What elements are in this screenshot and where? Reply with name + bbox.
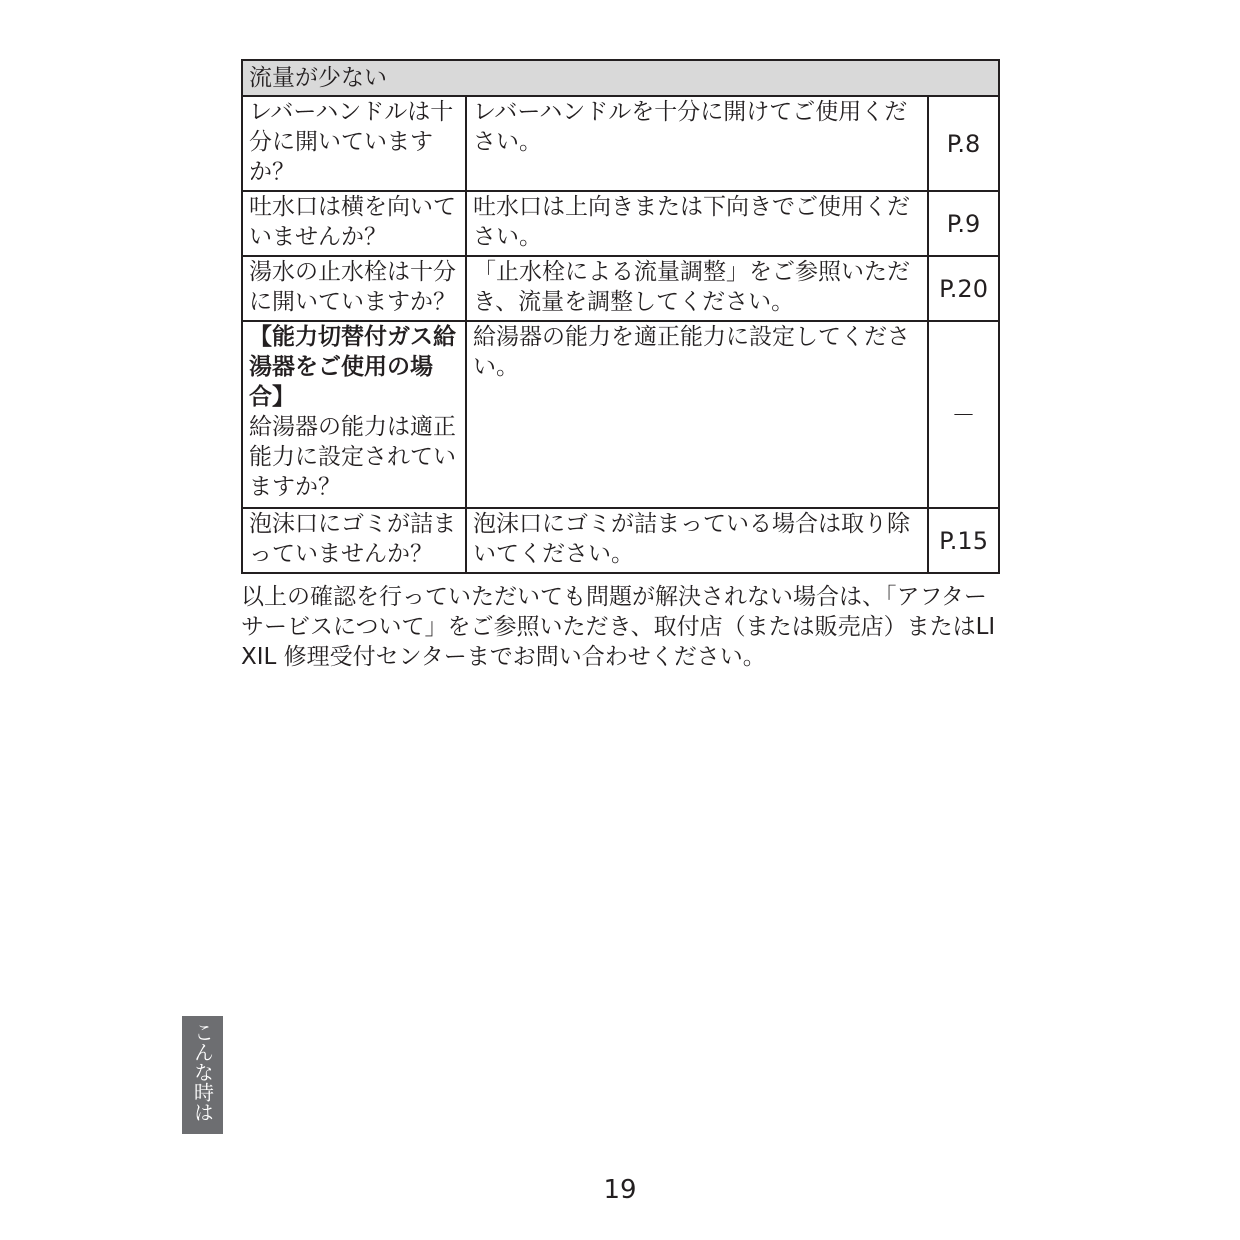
action-cell: 泡沫口にゴミが詰まっている場合は取り除いてください。 [466,508,928,573]
table-row [242,508,999,573]
page-reference: P.15 [928,508,999,573]
table-row [242,191,999,256]
page-reference: － [928,321,999,508]
section-side-tab: こんな時は [182,1016,223,1134]
check-text: 給湯器の能力は適正能力に設定されていますか？ [249,414,456,500]
action-cell: 給湯器の能力を適正能力に設定してください。 [466,321,928,508]
troubleshooting-table [241,59,1000,574]
check-cell: レバーハンドルは十分に開いていますか？ [242,96,466,191]
check-cell: 吐水口は横を向いていませんか？ [242,191,466,256]
contact-note: 以上の確認を行っていただいても問題が解決されない場合は、「アフターサービスについて」をご参照いただき、取付店（または販売店）またはLIXIL 修理受付センターまでお問い合わせください。 [241,584,996,670]
page-reference: P.8 [928,96,999,191]
section-header: 流量が少ない [242,60,999,96]
check-cell: 泡沫口にゴミが詰まっていませんか？ [242,508,466,573]
page-reference: P.9 [928,191,999,256]
page-number: 19 [603,1175,637,1205]
check-cell: 湯水の止水栓は十分に開いていますか？ [242,256,466,321]
check-cell [242,321,466,508]
table-header-row [242,60,999,96]
table-row [242,321,999,508]
check-heading: 【能力切替付ガス給湯器をご使用の場合】 [249,324,456,410]
action-cell: レバーハンドルを十分に開けてご使用ください。 [466,96,928,191]
table-row [242,96,999,191]
action-cell: 吐水口は上向きまたは下向きでご使用ください。 [466,191,928,256]
page-reference: P.20 [928,256,999,321]
table-row [242,256,999,321]
action-cell: 「止水栓による流量調整」をご参照いただき、流量を調整してください。 [466,256,928,321]
